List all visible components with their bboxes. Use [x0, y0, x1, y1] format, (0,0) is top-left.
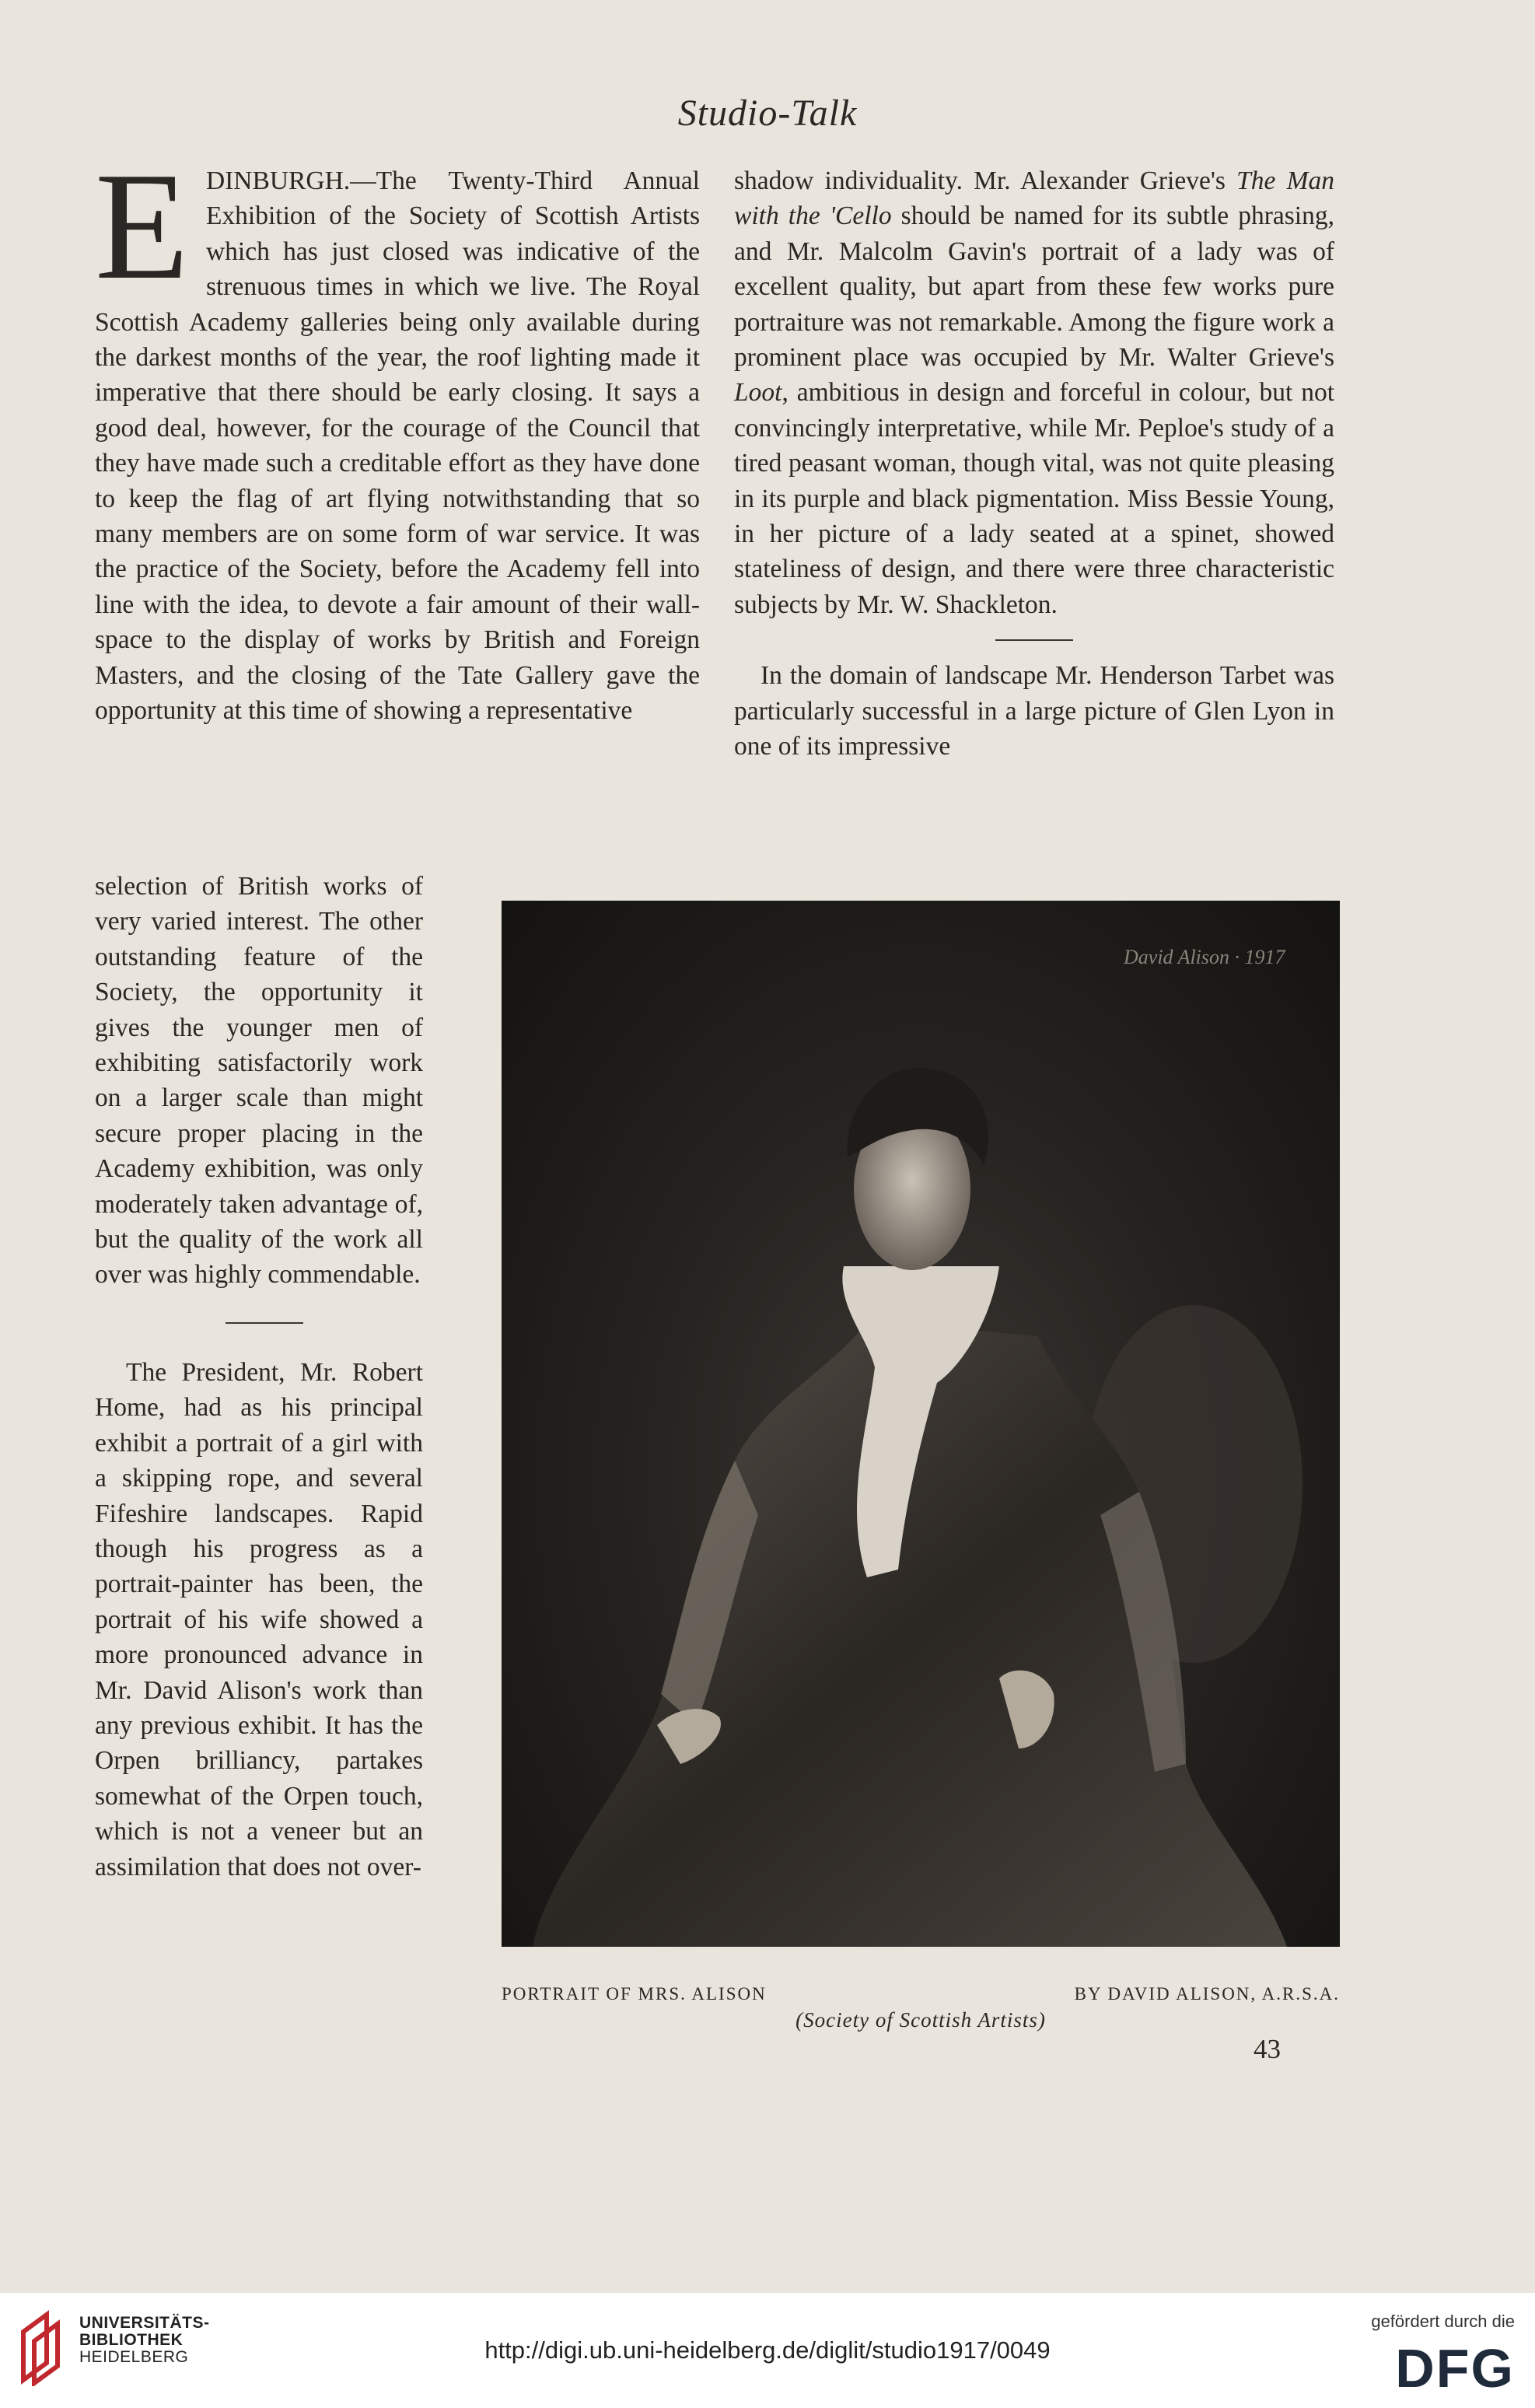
- running-head: Studio-Talk: [677, 93, 858, 134]
- funding-text: gefördert durch die: [1371, 2312, 1515, 2331]
- right-paragraph-1-part-b: should be named for its subtle phrasing, and Mr. Malcolm Gavin's portrait of a lady was of excellent quality, but apart from these few works pure portraiture was not remarkable. Among the figure work a prominent place was occupied by Mr. Walter Grieve's: [734, 201, 1334, 373]
- right-paragraph-1: [734, 163, 1334, 622]
- narrow-column: [95, 869, 423, 1885]
- narrow-paragraph-1: selection of British works of very varied interest. The other outstanding feature of the Society, the opportunity it gives the younger men of exhibiting satisfactorily work on a larger scale than might secure proper placing in the Academy exhibition, was only moderately taken advantage of, but the quality of the work all over was highly commendable.: [95, 872, 423, 1290]
- right-paragraph-1-part-c: , ambitious in design and forceful in colour, but not convincingly interpretative, while Mr. Peploe's study of a tired peasant woman, though vital, was not quite pleasing in its purple and black pigmentation. Miss Bessie Young, in her picture of a lady seated at a spinet, showed stateliness of design, and there were three characteristic subjects by Mr. W. Shackleton.: [734, 378, 1334, 619]
- right-paragraph-2: [734, 658, 1334, 764]
- permalink-url[interactable]: http://digi.ub.uni-heidelberg.de/diglit/studio1917/0049: [484, 2336, 1051, 2364]
- right-paragraph-1-part-a: shadow individuality. Mr. Alexander Grieve's: [734, 166, 1237, 195]
- right-paragraph-2-text: In the domain of landscape Mr. Henderson Tarbet was particularly successful in a large picture of Glen Lyon in one of its impressive: [734, 661, 1334, 761]
- left-column: [95, 141, 700, 729]
- opening-paragraph-text: DINBURGH.—The Twenty-Third Annual Exhibition of the Society of Scottish Artists which has just closed was indicative of the strenuous times in which we live. The Royal Scottish Academy galleries being only available during the darkest months of the year, the roof lighting made it imperative that there should be early closing. It says a good deal, however, for the courage of the Council that they have made such a creditable effort as they have done to keep the flag of art flying notwithstanding that so many members are on some form of war service. It was the practice of the Society, before the Academy fell into line with the idea, to devote a fair amount of their wall-space to the display of works by British and Foreign Masters, and the closing of the Tate Gallery gave the opportunity at this time of showing a representative: [95, 166, 700, 726]
- narrow-paragraph-2: [95, 1355, 423, 1885]
- portrait-illustration: [502, 901, 1340, 1947]
- page-number: 43: [1254, 2034, 1281, 2064]
- artwork-title-loot: Loot: [734, 378, 782, 408]
- section-rule: [226, 1322, 303, 1324]
- digitization-footer: [0, 2293, 1535, 2408]
- painter-signature: David Alison · 1917: [1124, 946, 1285, 968]
- artwork-title-man-with-cello: The Man with the 'Cello: [734, 166, 1334, 231]
- library-name-line-3: HEIDELBERG: [79, 2348, 189, 2366]
- right-column: [734, 163, 1334, 765]
- caption-artist: BY DAVID ALISON, A.R.S.A.: [1074, 1984, 1340, 2004]
- section-rule: [995, 639, 1073, 641]
- opening-paragraph: [95, 141, 700, 729]
- caption-credit: (Society of Scottish Artists): [795, 2008, 1046, 2032]
- dfg-logo: DFG: [1395, 2338, 1515, 2399]
- narrow-paragraph-2-text: The President, Mr. Robert Home, had as his principal exhibit a portrait of a girl with a skipping rope, and several Fifeshire landscapes. Rapid though his progress as a portrait-painter has been, the portrait of his wife showed a more pronounced advance in Mr. David Alison's work than any previous exhibit. It has the Orpen brilliancy, partakes somewhat of the Orpen touch, which is not a veneer but an assimilation that does not over-: [95, 1357, 423, 1881]
- caption-title: PORTRAIT OF MRS. ALISON: [502, 1984, 767, 2004]
- portrait-plate: [502, 901, 1340, 1947]
- drop-cap: E: [95, 141, 189, 311]
- library-name-line-2: BIBLIOTHEK: [79, 2331, 184, 2349]
- library-name-line-1: UNIVERSITÄTS-: [79, 2314, 210, 2332]
